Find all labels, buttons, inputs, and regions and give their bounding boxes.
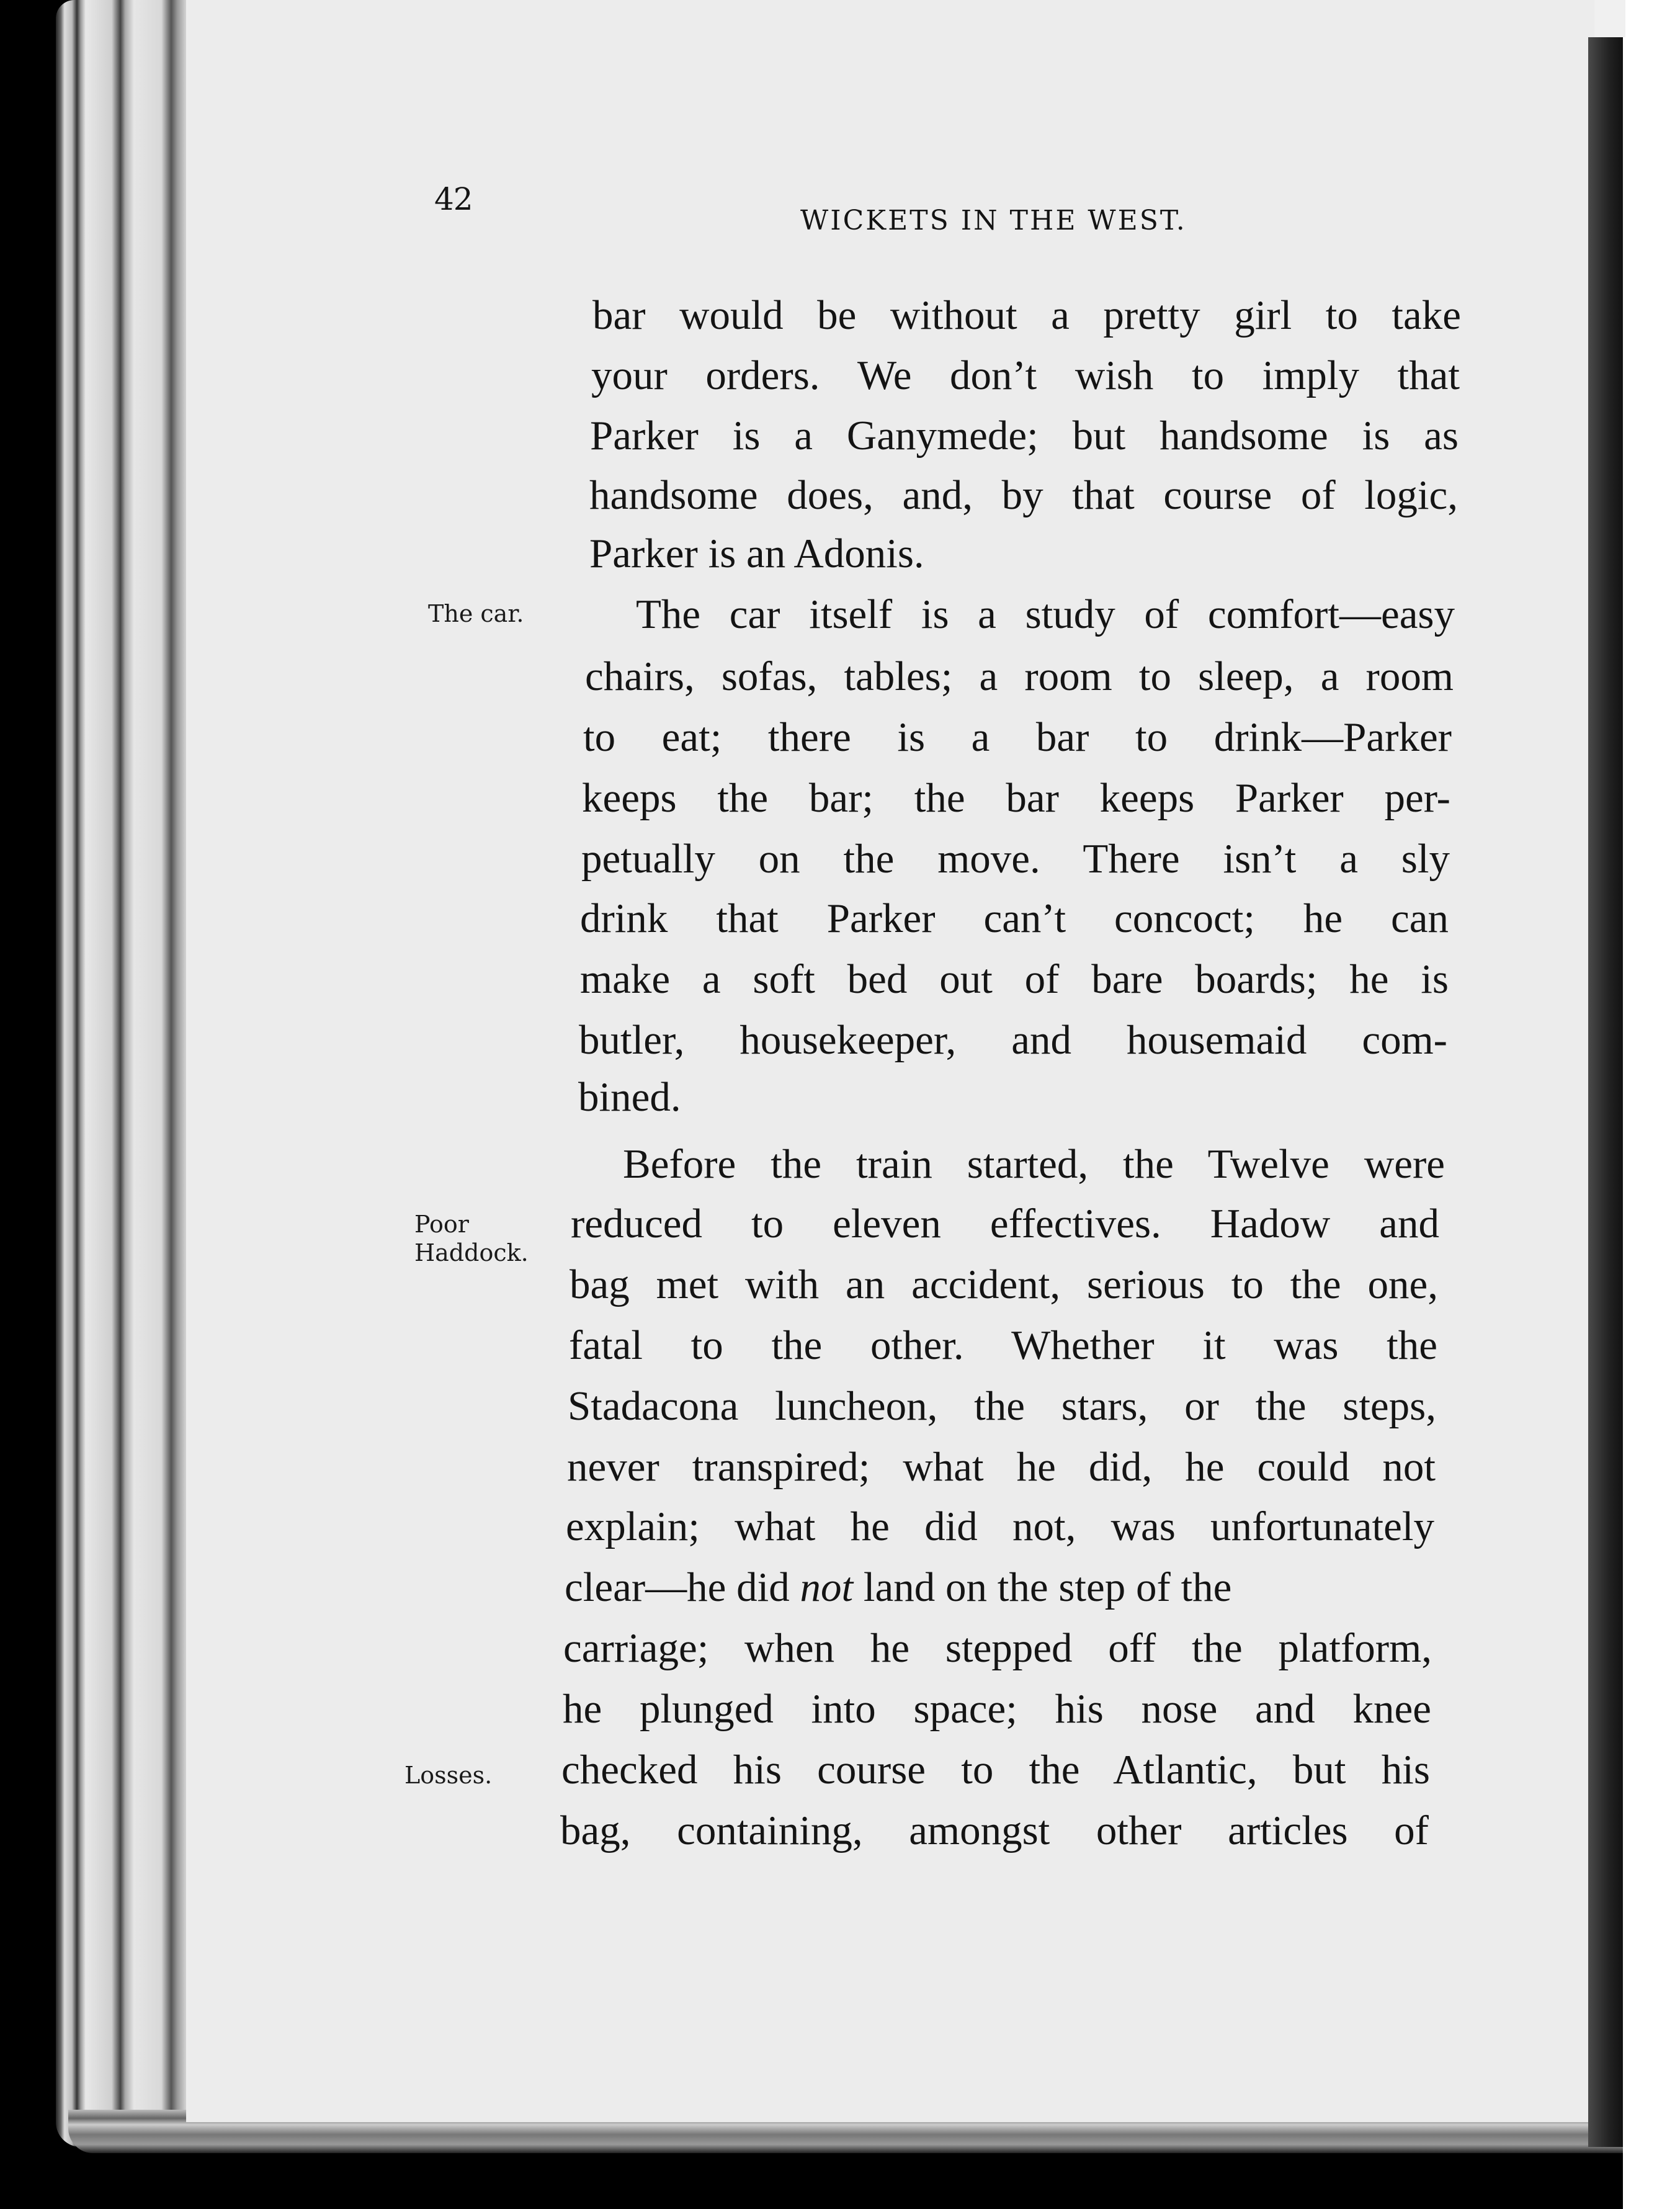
- text-line: Stadacona luncheon, the stars, or the steps,: [568, 1383, 1436, 1429]
- text-run: land on the step of the: [863, 1564, 1232, 1610]
- text-line: butler, housekeeper, and housemaid com-: [579, 1017, 1447, 1063]
- sidenote-the-car: The car.: [428, 600, 524, 627]
- text-line: make a soft bed out of bare boards; he is: [580, 956, 1449, 1002]
- text-line: checked his course to the Atlantic, but his: [561, 1747, 1430, 1793]
- text-line: Parker is an Adonis.: [589, 531, 924, 576]
- text-line: [565, 1562, 1433, 1612]
- sidenote-losses: Losses.: [404, 1762, 493, 1789]
- text-line: never transpired; what he did, he could not: [567, 1444, 1436, 1490]
- text-run: clear—he did: [565, 1564, 790, 1610]
- text-line: explain; what he did not, was unfortunately: [566, 1503, 1434, 1549]
- text-line: The car itself is a study of comfort—easy: [636, 591, 1455, 637]
- text-line: your orders. We don’t wish to imply that: [591, 352, 1460, 398]
- text-line: reduced to eleven effectives. Hadow and: [571, 1201, 1439, 1247]
- text-line: drink that Parker can’t concoct; he can: [580, 895, 1449, 941]
- scan-right-margin: [1623, 0, 1680, 2209]
- text-line: bined.: [578, 1074, 681, 1120]
- gutter-shadow: [1588, 37, 1623, 2147]
- text-line: fatal to the other. Whether it was the: [569, 1322, 1437, 1368]
- text-line: petually on the move. There isn’t a sly: [581, 836, 1450, 882]
- sidenote-poor: Poor: [414, 1211, 469, 1238]
- running-title: WICKETS IN THE WEST.: [800, 205, 1187, 236]
- scan-top-strip: [1594, 0, 1625, 37]
- sidenote-haddock: Haddock.: [414, 1239, 529, 1266]
- italic-word: not: [800, 1564, 854, 1610]
- text-line: to eat; there is a bar to drink—Parker: [583, 714, 1452, 760]
- text-line: he plunged into space; his nose and knee: [563, 1686, 1431, 1732]
- text-line: carriage; when he stepped off the platform,: [563, 1625, 1432, 1671]
- text-line: keeps the bar; the bar keeps Parker per-: [582, 775, 1450, 821]
- text-line: Before the train started, the Twelve were: [623, 1141, 1445, 1187]
- text-line: handsome does, and, by that course of logic,: [589, 472, 1458, 518]
- text-line: Parker is a Ganymede; but handsome is as: [590, 413, 1459, 459]
- text-line: bag, containing, amongst other articles of: [560, 1808, 1429, 1853]
- page-number: 42: [434, 181, 473, 217]
- text-line: bag met with an accident, serious to the one,: [570, 1261, 1438, 1307]
- text-line: bar would be without a pretty girl to take: [592, 292, 1461, 338]
- text-line: chairs, sofas, tables; a room to sleep, a room: [585, 653, 1454, 699]
